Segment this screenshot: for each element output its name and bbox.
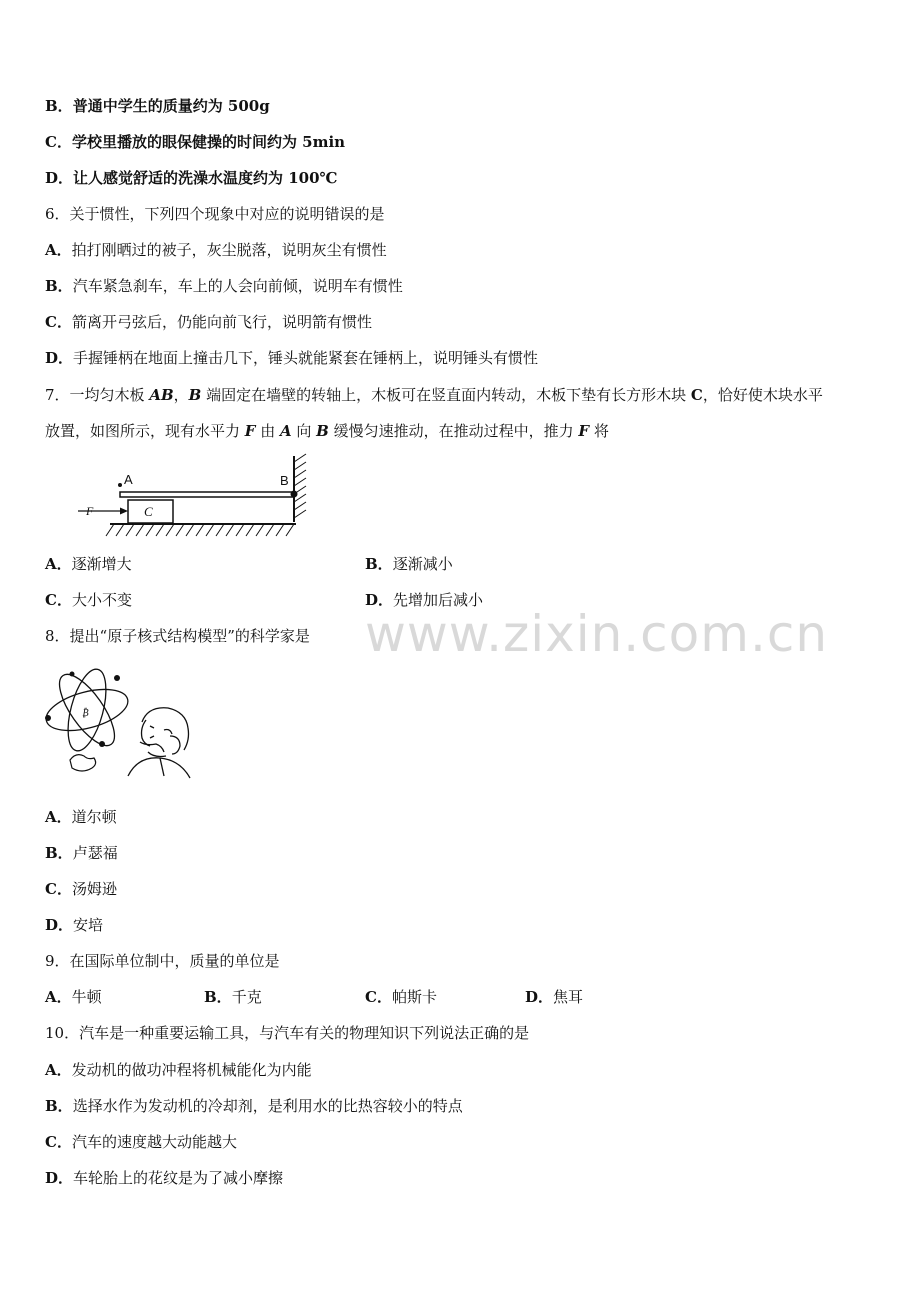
q7-stem-line1 — [45, 385, 823, 405]
q6-option-c[interactable] — [45, 312, 372, 332]
atom-scientist-illustration — [42, 660, 194, 786]
option-label: B． — [45, 844, 73, 862]
ground-hatching — [106, 524, 294, 536]
text-segment: 7．一均匀木板 — [45, 386, 150, 404]
text-segment: ， — [173, 386, 189, 404]
var-b: B — [188, 386, 202, 404]
hand-sketch — [70, 755, 96, 771]
text-segment: 缓慢匀速推动，在推动过程中，推力 — [328, 422, 579, 440]
nucleus-mark: ₿ — [82, 708, 89, 719]
label-f: F — [86, 504, 94, 518]
option-label: B． — [204, 988, 232, 1006]
q5-option-b[interactable] — [45, 96, 270, 116]
option-text: 汽车紧急刹车，车上的人会向前倾，说明车有惯性 — [72, 277, 403, 295]
var-f: F — [244, 422, 256, 440]
q8-option-a[interactable] — [45, 807, 117, 827]
q9-option-b[interactable] — [204, 987, 262, 1007]
q5-option-d[interactable] — [45, 168, 338, 188]
arrow-head-icon — [120, 508, 128, 515]
text-segment: 将 — [589, 422, 609, 440]
text-segment: 向 — [291, 422, 317, 440]
option-text: 让人感觉舒适的洗澡水温度约为 100℃ — [73, 169, 338, 187]
option-label: C． — [45, 880, 72, 898]
option-label: A． — [45, 1061, 72, 1079]
option-label: D． — [45, 916, 74, 934]
var-c: C — [690, 386, 703, 404]
var-ab: AB — [149, 386, 174, 404]
option-label: B． — [45, 97, 73, 115]
option-text: 先增加后减小 — [393, 591, 484, 609]
q6-option-a[interactable] — [45, 240, 387, 260]
option-text: 选择水作为发动机的冷却剂，是利用水的比热容较小的特点 — [72, 1097, 463, 1115]
option-text: 焦耳 — [553, 988, 584, 1006]
var-f: F — [578, 422, 590, 440]
option-label: C． — [45, 133, 72, 151]
option-label: C． — [45, 313, 72, 331]
watermark: www.zixin.com.cn — [365, 605, 829, 663]
option-text: 卢瑟福 — [72, 844, 118, 862]
q10-option-b[interactable] — [45, 1096, 463, 1116]
q9-stem: 9．在国际单位制中，质量的单位是 — [45, 952, 280, 970]
q10-stem: 10．汽车是一种重要运输工具，与汽车有关的物理知识下列说法正确的是 — [45, 1024, 530, 1042]
option-label: A． — [45, 555, 72, 573]
q6-stem: 6．关于惯性，下列四个现象中对应的说明错误的是 — [45, 205, 385, 223]
q7-option-b[interactable] — [365, 554, 453, 574]
option-label: B． — [365, 555, 393, 573]
option-label: C． — [45, 1133, 72, 1151]
q6-option-d[interactable] — [45, 348, 538, 368]
option-text: 拍打刚晒过的被子，灰尘脱落，说明灰尘有惯性 — [71, 241, 387, 259]
option-label: D． — [45, 169, 74, 187]
option-label: B． — [45, 277, 73, 295]
option-text: 安培 — [73, 916, 104, 934]
scientist-portrait — [128, 708, 190, 778]
q10-option-d[interactable] — [45, 1168, 283, 1188]
label-b: B — [280, 473, 289, 488]
q8-option-c[interactable] — [45, 879, 117, 899]
option-label: A． — [45, 808, 72, 826]
option-text: 发动机的做功冲程将机械能化为内能 — [71, 1061, 312, 1079]
pivot-b — [291, 491, 298, 498]
q7-lever-figure — [70, 452, 330, 544]
q10-option-c[interactable] — [45, 1132, 237, 1152]
option-text: 大小不变 — [71, 591, 132, 609]
option-text: 牛顿 — [71, 988, 102, 1006]
q7-option-c[interactable] — [45, 590, 132, 610]
q9-option-a[interactable] — [45, 987, 102, 1007]
option-text: 千克 — [231, 988, 262, 1006]
q7-stem-line2 — [45, 421, 609, 441]
option-text: 帕斯卡 — [391, 988, 437, 1006]
option-text: 逐渐增大 — [71, 555, 132, 573]
option-label: D． — [525, 988, 554, 1006]
option-text: 手握锤柄在地面上撞击几下，锤头就能紧套在锤柄上，说明锤头有惯性 — [73, 349, 539, 367]
option-text: 道尔顿 — [71, 808, 117, 826]
point-a-dot — [118, 483, 122, 487]
option-label: D． — [45, 349, 74, 367]
option-text: 汤姆逊 — [71, 880, 117, 898]
option-text: 汽车的速度越大动能越大 — [71, 1133, 237, 1151]
option-text: 逐渐减小 — [392, 555, 453, 573]
wall-hatching — [294, 454, 306, 518]
wooden-board — [120, 492, 294, 497]
label-a: A — [124, 472, 133, 487]
text-segment: 由 — [255, 422, 280, 440]
label-c: C — [144, 504, 153, 519]
q8-option-d[interactable] — [45, 915, 103, 935]
q10-option-a[interactable] — [45, 1060, 312, 1080]
option-label: D． — [45, 1169, 74, 1187]
text-segment: ，恰好使木块水平 — [702, 386, 823, 404]
q9-option-c[interactable] — [365, 987, 437, 1007]
q9-option-d[interactable] — [525, 987, 583, 1007]
option-text: 学校里播放的眼保健操的时间约为 5min — [71, 133, 346, 151]
var-a: A — [279, 422, 292, 440]
text-segment: 放置，如图所示，现有水平力 — [45, 422, 245, 440]
text-segment: 端固定在墙壁的转轴上，木板可在竖直面内转动，木板下垫有长方形木块 — [201, 386, 691, 404]
q8-stem: 8．提出“原子核式结构模型”的科学家是 — [45, 627, 310, 645]
option-label: D． — [365, 591, 394, 609]
q7-option-d[interactable] — [365, 590, 483, 610]
q6-option-b[interactable] — [45, 276, 403, 296]
var-b: B — [316, 422, 329, 440]
q7-option-a[interactable] — [45, 554, 132, 574]
option-label: C． — [365, 988, 392, 1006]
option-text: 箭离开弓弦后，仍能向前飞行，说明箭有惯性 — [71, 313, 372, 331]
option-text: 车轮胎上的花纹是为了减小摩擦 — [73, 1169, 284, 1187]
option-label: C． — [45, 591, 72, 609]
option-text: 普通中学生的质量约为 500g — [72, 97, 270, 115]
q5-option-c[interactable] — [45, 132, 345, 152]
q8-option-b[interactable] — [45, 843, 118, 863]
option-label: B． — [45, 1097, 73, 1115]
option-label: A． — [45, 241, 72, 259]
option-label: A． — [45, 988, 72, 1006]
